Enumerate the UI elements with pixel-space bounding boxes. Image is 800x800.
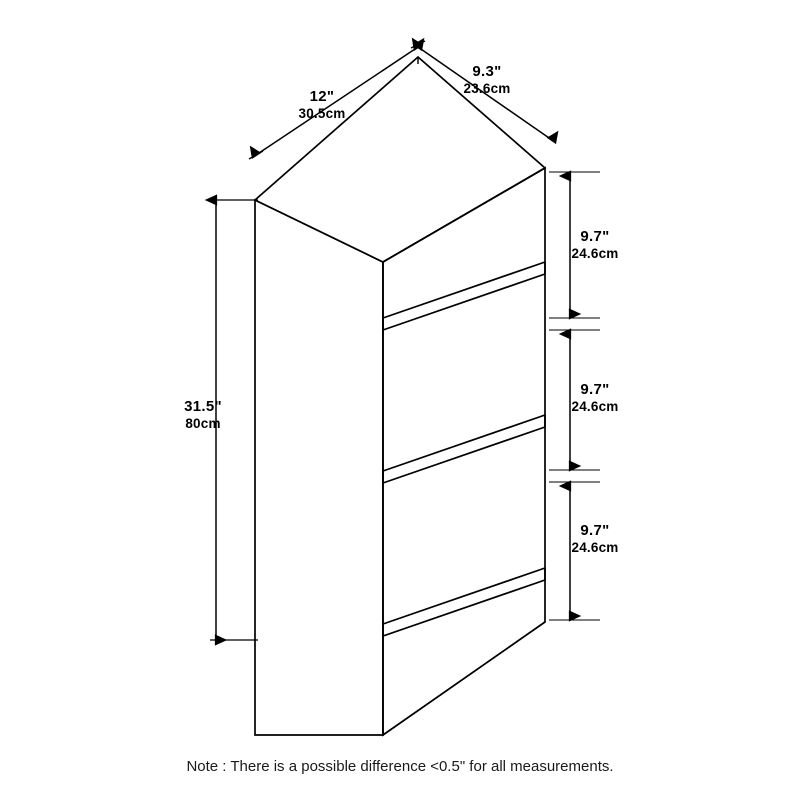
height-dimension-label <box>148 398 258 432</box>
shelf-top-imperial-value: 9.7" <box>580 228 610 245</box>
measurement-note: Note : There is a possible difference <0.5" for all measurements. <box>186 758 614 775</box>
depth-metric-value: 23.6cm <box>463 80 511 96</box>
height-metric-value: 80cm <box>185 415 221 431</box>
width-ext-right <box>411 41 425 48</box>
depth-imperial-value: 9.3" <box>472 63 502 80</box>
shelf-middle-dimension-label <box>540 381 650 415</box>
depth-dimension-label <box>427 63 547 97</box>
cabinet-left-side-panel <box>255 200 383 735</box>
shelf-bottom-imperial-value: 9.7" <box>580 522 610 539</box>
height-imperial-value: 31.5" <box>184 398 222 415</box>
shelf-middle-imperial-value: 9.7" <box>580 381 610 398</box>
shelf-middle-metric-value: 24.6cm <box>571 398 619 414</box>
width-dimension-label <box>262 88 382 122</box>
shelf-top-metric-value: 24.6cm <box>571 245 619 261</box>
cabinet-front-opening <box>383 168 545 735</box>
shelf-bottom-dimension-label <box>540 522 650 556</box>
shelf-top-dimension-label <box>540 228 650 262</box>
width-metric-value: 30.5cm <box>298 105 346 121</box>
width-imperial-value: 12" <box>309 88 335 105</box>
shelf-bottom-metric-value: 24.6cm <box>571 539 619 555</box>
